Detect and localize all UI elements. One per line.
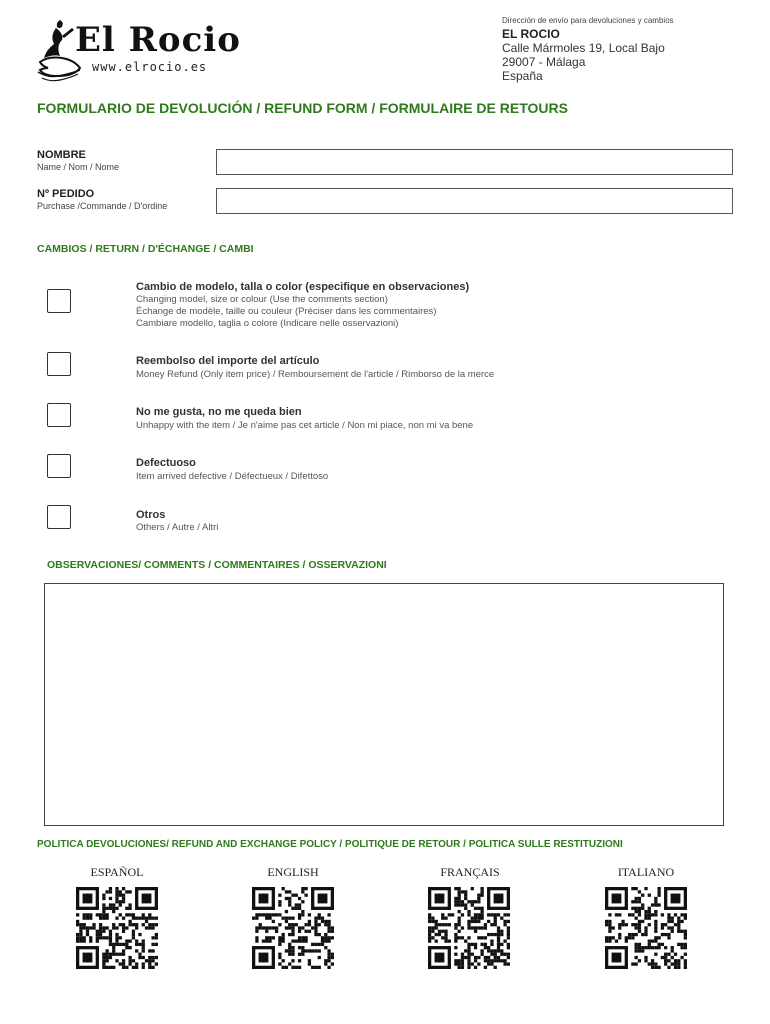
name-field[interactable]: [216, 149, 733, 175]
option-line: Cambiare modello, taglia o colore (Indicare nelle osservazioni): [136, 318, 399, 329]
logo-website: www.elrocio.es: [92, 60, 208, 74]
qr-code-icon[interactable]: [428, 887, 510, 969]
address-line-city: 29007 - Málaga: [502, 55, 586, 69]
logo-name: El Rocio: [75, 20, 241, 60]
option-title-refund: Reembolso del importe del artículo: [136, 355, 320, 367]
name-label: NOMBRE: [37, 149, 86, 161]
comments-textarea[interactable]: [44, 583, 724, 826]
qr-code-icon[interactable]: [605, 887, 687, 969]
option-line: Item arrived defective / Défectueux / Difettoso: [136, 471, 329, 482]
address-caption: Dirección de envío para devoluciones y cambios: [502, 16, 674, 25]
checkbox-defective[interactable]: [47, 454, 71, 478]
checkbox-refund[interactable]: [47, 352, 71, 376]
address-name: EL ROCIO: [502, 27, 560, 41]
order-number-field[interactable]: [216, 188, 733, 214]
language-label-it: ITALIANO: [617, 865, 675, 879]
qr-code-icon[interactable]: [76, 887, 158, 969]
form-title: FORMULARIO DE DEVOLUCIÓN / REFUND FORM / FORMULAIRE DE RETOURS: [37, 100, 568, 116]
option-title-other: Otros: [136, 509, 166, 521]
address-line-country: España: [502, 69, 543, 83]
checkbox-dislike[interactable]: [47, 403, 71, 427]
option-line: Money Refund (Only item price) / Remboursement de l'article / Rimborso de la merce: [136, 369, 495, 380]
option-line: Changing model, size or colour (Use the comments section): [136, 294, 388, 305]
option-title-change-model: Cambio de modelo, talla o color (especifique en observaciones): [136, 281, 470, 293]
checkbox-change-model[interactable]: [47, 289, 71, 313]
policy-heading: POLITICA DEVOLUCIONES/ REFUND AND EXCHANGE POLICY / POLITIQUE DE RETOUR / POLITICA SULLE RESTITUZIONI: [37, 839, 623, 850]
order-sublabel: Purchase /Commande / D'ordine: [37, 201, 168, 211]
language-label-en: ENGLISH: [267, 865, 319, 879]
option-line: Others / Autre / Altri: [136, 522, 219, 533]
language-label-es: ESPAÑOL: [90, 865, 144, 879]
qr-code-icon[interactable]: [252, 887, 334, 969]
option-line: Unhappy with the item / Je n'aime pas cet article / Non mi piace, non mi va bene: [136, 420, 474, 431]
option-line: Échange de modèle, taille ou couleur (Préciser dans les commentaires): [136, 306, 437, 317]
language-label-fr: FRANÇAIS: [440, 865, 500, 879]
order-label: Nº PEDIDO: [37, 188, 95, 200]
changes-heading: CAMBIOS / RETURN / D'ÉCHANGE / CAMBI: [37, 243, 254, 255]
comments-heading: OBSERVACIONES/ COMMENTS / COMMENTAIRES / OSSERVAZIONI: [47, 559, 387, 571]
option-title-defective: Defectuoso: [136, 457, 196, 469]
checkbox-other[interactable]: [47, 505, 71, 529]
option-title-dislike: No me gusta, no me queda bien: [136, 406, 302, 418]
address-line-street: Calle Mármoles 19, Local Bajo: [502, 41, 665, 55]
name-sublabel: Name / Nom / Nome: [37, 162, 120, 172]
